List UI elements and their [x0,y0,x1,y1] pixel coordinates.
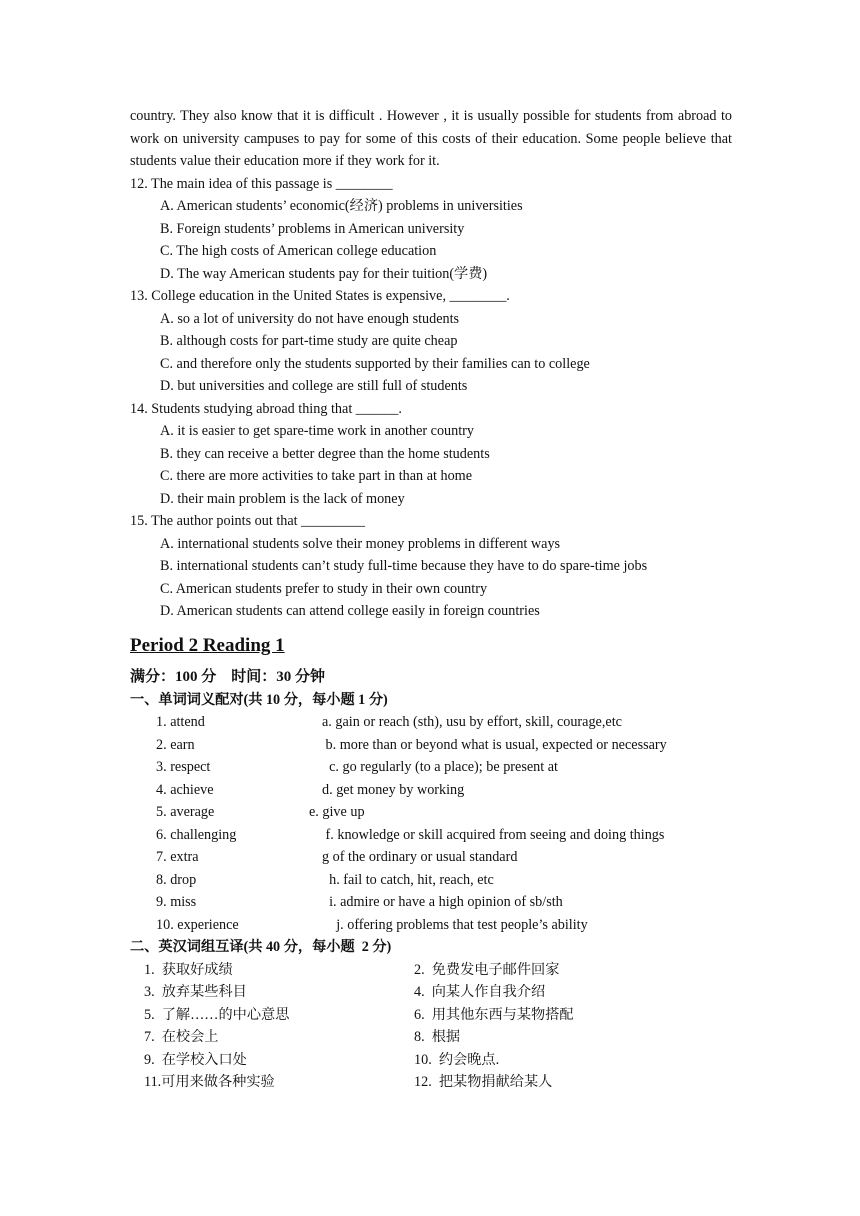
vocab-definition: c. go regularly (to a place); be present at [322,759,558,775]
phrase-translation-list [130,959,732,1094]
option-b: B. although costs for part-time study are quite cheap [160,333,458,349]
question-stem: 13. College education in the United States is expensive, ________. [130,288,510,304]
section-2-title: 二、英汉词组互译(共 40 分，每小题 2 分) [130,939,392,955]
phrase-row [130,1026,732,1049]
question-stem: 14. Students studying abroad thing that ______. [130,400,402,417]
option-d: D. American students can attend college easily in foreign countries [160,603,540,619]
question-13 [130,285,732,398]
vocab-row [130,734,732,757]
vocab-definition: g of the ordinary or usual standard [322,849,518,865]
vocab-word: 8. drop [156,871,197,888]
vocab-definition: b. more than or beyond what is usual, expected or necessary [322,736,667,753]
vocab-matching-list [130,711,732,936]
vocab-word: 4. achieve [156,781,214,798]
vocab-definition: j. offering problems that test people’s ability [322,916,588,933]
phrase-row [130,1071,732,1094]
section-1-title: 一、单词词义配对(共 10 分，每小题 1 分) [130,691,388,708]
option-c: C. and therefore only the students supported by their families can to college [160,355,590,372]
vocab-row [130,891,732,914]
phrase-item: 7. 在校会上 [144,1029,219,1045]
vocab-row [130,779,732,802]
question-15 [130,510,732,623]
vocab-word: 10. experience [156,916,239,933]
phrase-item: 5. 了解……的中心意思 [144,1006,290,1023]
vocab-word: 9. miss [156,894,197,910]
vocab-definition: h. fail to catch, hit, reach, etc [322,871,494,888]
vocab-definition: f. knowledge or skill acquired from seeing and doing things [322,826,665,843]
score-time-line: 满分：100 分 时间：30 分钟 [130,668,326,685]
phrase-row [130,959,732,982]
vocab-row [130,824,732,847]
vocab-definition: i. admire or have a high opinion of sb/sth [322,894,563,910]
phrase-item: 2. 免费发电子邮件回家 [414,961,560,978]
vocab-word: 3. respect [156,759,211,775]
period-title: Period 2 Reading 1 [130,634,285,656]
option-d: D. The way American students pay for their tuition(学费) [160,265,488,282]
phrase-item: 4. 向某人作自我介绍 [414,984,546,1000]
phrase-item: 11.可用来做各种实验 [144,1074,275,1090]
option-a: A. it is easier to get spare-time work in another country [160,423,475,439]
option-c: C. American students prefer to study in their own country [160,580,488,597]
vocab-row [130,846,732,869]
phrase-item: 6. 用其他东西与某物搭配 [414,1006,574,1023]
option-a: A. so a lot of university do not have enough students [160,310,460,327]
phrase-item: 12. 把某物捐献给某人 [414,1074,553,1090]
phrase-item: 8. 根据 [414,1029,461,1045]
vocab-row [130,869,732,892]
option-b: B. international students can’t study full-time because they have to do spare-time jobs [160,558,648,574]
question-stem: 12. The main idea of this passage is ________ [130,175,393,192]
vocab-word: 1. attend [156,714,205,730]
vocab-word: 7. extra [156,849,199,865]
document-page [130,105,732,1094]
question-12 [130,173,732,286]
phrase-item: 3. 放弃某些科目 [144,984,247,1000]
vocab-row [130,756,732,779]
option-d: D. their main problem is the lack of money [160,490,405,507]
vocab-row [130,801,732,824]
phrase-item: 10. 约会晚点. [414,1051,500,1068]
option-d: D. but universities and college are still full of students [160,378,468,394]
phrase-row [130,1049,732,1072]
option-c: C. there are more activities to take part in than at home [160,468,473,484]
phrase-row [130,1004,732,1027]
phrase-row [130,981,732,1004]
option-c: C. The high costs of American college education [160,243,437,259]
vocab-word: 6. challenging [156,826,237,843]
option-b: B. Foreign students’ problems in American university [160,220,465,237]
phrase-item: 9. 在学校入口处 [144,1051,247,1068]
question-14 [130,398,732,511]
option-b: B. they can receive a better degree than the home students [160,445,490,462]
vocab-definition: d. get money by working [322,781,465,798]
vocab-word: 5. average [156,804,215,820]
question-stem: 15. The author points out that _________ [130,513,365,529]
vocab-word: 2. earn [156,736,195,753]
option-a: A. international students solve their money problems in different ways [160,535,561,552]
vocab-row [130,711,732,734]
vocab-definition: e. give up [309,804,365,820]
phrase-item: 1. 获取好成绩 [144,961,233,978]
passage-text: country. They also know that it is difficult . However , it is usually possible for students from abroad to work on university campuses to pay for some of this costs of their education. Some people believe that students value their education more if they work for it. [130,108,732,169]
option-a: A. American students’ economic(经济) problems in universities [160,198,523,214]
vocab-row [130,914,732,937]
vocab-definition: a. gain or reach (sth), usu by effort, skill, courage,etc [322,714,622,730]
